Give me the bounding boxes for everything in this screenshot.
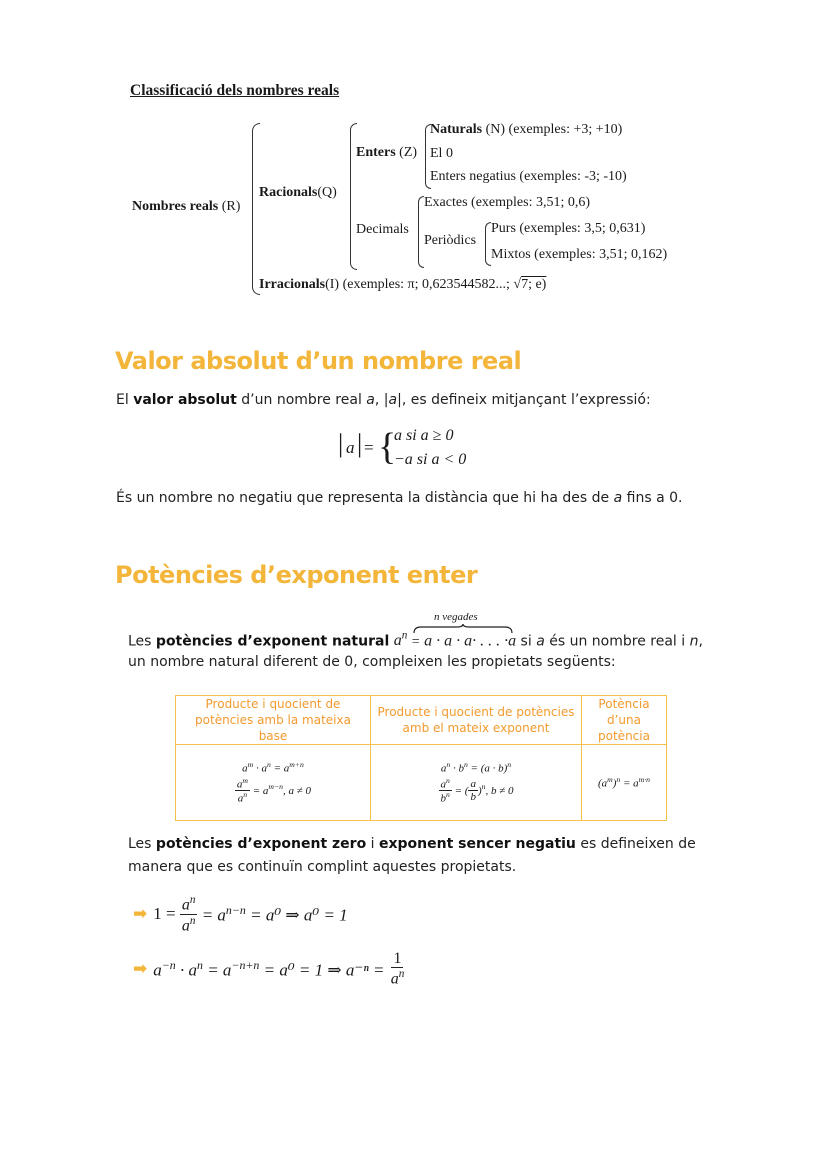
overbrace-label: n vegades [434,611,478,623]
arrow-icon: ➡ [133,959,148,979]
table-cell: $a^n \cdot b^n = (a \cdot b)^n$ $\frac{a^n}{b^n}$ = ( $\frac{a}{b}$ )$^n$, b ≠ 0 [371,745,582,821]
purs-label: Purs (exemples: 3,5; 0,631) [491,221,646,236]
valor-absolut-heading: Valor absolut d’un nombre real [115,347,522,375]
table-cell: $a^m \cdot a^n = a^{m+n}$ $\frac{a^m}{a^n}$ = $a^{m-n}$, a ≠ 0 [176,745,371,821]
formula-negative-exponent: ➡ $a^{-n} \cdot a^n = a^{-n+n} = a^0 = 1$ ⇒ a⁻ⁿ = $\frac{1}{a^n}$ [133,949,405,988]
zero-label: El 0 [430,146,453,161]
case-negative: −a si a < 0 [394,451,467,468]
formula-zero-exponent: ➡ 1 = $\frac{a^n}{a^n}$ = $a^{n-n} = a^0$ ⇒ a⁰ = 1 [133,893,348,934]
abs-value-formula: | a | = { a si a ≥ 0 −a si a < 0 [338,426,467,468]
potencies-heading: Potències d’exponent enter [115,561,478,589]
enters-label: Enters (Z) [356,145,418,160]
properties-table [175,695,667,821]
table-header: Producte i quocient de potències amb la mateixa base [176,696,371,745]
irracionals-label: Irracionals(I) (exemples: π; 0,623544582...; √7; e) [259,277,547,292]
naturals-label: Naturals (N) (exemples: +3; +10) [430,122,623,137]
table-cell: $(a^m)^n = a^{m\cdot n}$ [582,745,667,821]
natural-exponent-line2: un nombre natural diferent de 0, compleixen les propietats següents: [128,654,616,670]
table-header: Producte i quocient de potències amb el mateix exponent [371,696,582,745]
arrow-icon: ➡ [133,904,148,924]
zero-exponent-line2: manera que es continuïn complint aquestes propietats. [128,859,517,875]
case-positive: a si a ≥ 0 [394,427,454,444]
racionals-label: Racionals(Q) [259,185,337,200]
table-header: Potència d’una potència [582,696,667,745]
natural-exponent-line1: Les potències d’exponent natural $a^n = a \cdot a \cdot a\cdot$ . . . ·a si a és un nombre real i n, [128,630,703,650]
exactes-label: Exactes (exemples: 3,51; 0,6) [424,195,591,210]
reals-label: Nombres reals (R) [132,199,241,214]
mixtos-label: Mixtos (exemples: 3,51; 0,162) [491,247,668,262]
classification-title: Classificació dels nombres reals [130,82,340,99]
periodics-label: Periòdics [424,233,477,248]
reals-brace [252,123,260,295]
zero-exponent-line1: Les potències d’exponent zero i exponent sencer negatiu es defineixen de [128,836,696,852]
valor-absolut-note: És un nombre no negatiu que representa la distància que hi ha des de a fins a 0. [116,490,683,506]
decimals-label: Decimals [356,222,409,237]
negatius-label: Enters negatius (exemples: -3; -10) [430,169,627,184]
valor-absolut-intro: El valor absolut d’un nombre real a, |a|, es defineix mitjançant l’expressió: [116,392,651,408]
